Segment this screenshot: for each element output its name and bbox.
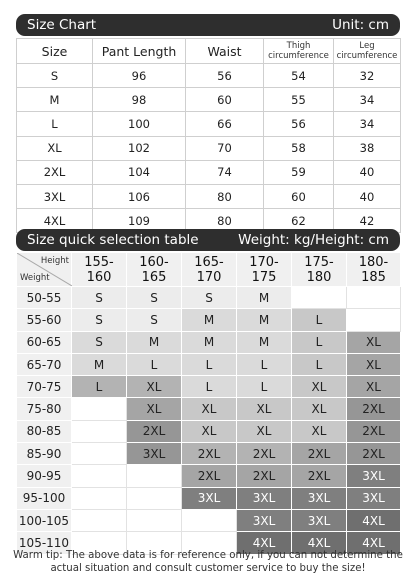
size-chart-header bbox=[16, 14, 400, 36]
size-recommendation-cell bbox=[72, 420, 127, 442]
measurement-cell: 109 bbox=[93, 209, 186, 233]
size-recommendation-cell: 2XL bbox=[237, 465, 292, 487]
weight-label: 70-75 bbox=[17, 376, 72, 398]
size-recommendation-cell: XL bbox=[127, 398, 182, 420]
height-header: 180-185 bbox=[347, 253, 401, 287]
measurement-cell: 80 bbox=[186, 184, 264, 208]
height-header-row bbox=[17, 253, 401, 287]
column-header-pant-length: Pant Length bbox=[93, 39, 186, 64]
measurement-cell: 104 bbox=[93, 160, 186, 184]
weight-label: 95-100 bbox=[17, 487, 72, 509]
measurement-cell: 74 bbox=[186, 160, 264, 184]
size-recommendation-cell: 2XL bbox=[292, 465, 347, 487]
size-recommendation-cell: XL bbox=[127, 376, 182, 398]
measurement-cell: 106 bbox=[93, 184, 186, 208]
weight-label: 75-80 bbox=[17, 398, 72, 420]
size-recommendation-cell: S bbox=[182, 287, 237, 309]
size-label: 2XL bbox=[17, 160, 93, 184]
measurement-cell: 32 bbox=[334, 64, 401, 88]
size-recommendation-cell: 3XL bbox=[347, 487, 401, 509]
table-row bbox=[17, 309, 401, 331]
size-recommendation-cell: S bbox=[127, 287, 182, 309]
size-recommendation-cell: 2XL bbox=[237, 443, 292, 465]
height-header: 165-170 bbox=[182, 253, 237, 287]
size-recommendation-cell: M bbox=[72, 353, 127, 375]
size-recommendation-cell: 2XL bbox=[347, 420, 401, 442]
size-recommendation-cell: XL bbox=[347, 353, 401, 375]
column-header-waist: Waist bbox=[186, 39, 264, 64]
size-recommendation-cell: 3XL bbox=[127, 443, 182, 465]
table-row bbox=[17, 136, 401, 160]
table-row bbox=[17, 487, 401, 509]
size-recommendation-cell: M bbox=[182, 309, 237, 331]
table-row bbox=[17, 184, 401, 208]
size-label: M bbox=[17, 88, 93, 112]
size-label: 3XL bbox=[17, 184, 93, 208]
size-recommendation-cell bbox=[347, 309, 401, 331]
quick-table-header bbox=[16, 229, 400, 251]
weight-label: 80-85 bbox=[17, 420, 72, 442]
size-recommendation-cell: L bbox=[182, 353, 237, 375]
height-header: 175-180 bbox=[292, 253, 347, 287]
size-recommendation-cell: XL bbox=[347, 331, 401, 353]
table-row bbox=[17, 353, 401, 375]
size-recommendation-cell: XL bbox=[237, 420, 292, 442]
quick-table-title: Size quick selection table bbox=[27, 232, 199, 248]
size-recommendation-cell: 2XL bbox=[292, 443, 347, 465]
table-row bbox=[17, 160, 401, 184]
size-label: S bbox=[17, 64, 93, 88]
size-chart-table bbox=[16, 38, 401, 233]
size-recommendation-cell: 4XL bbox=[347, 532, 401, 554]
measurement-cell: 56 bbox=[264, 112, 334, 136]
size-recommendation-cell: L bbox=[292, 309, 347, 331]
measurement-cell: 96 bbox=[93, 64, 186, 88]
measurement-cell: 38 bbox=[334, 136, 401, 160]
size-recommendation-cell: XL bbox=[292, 420, 347, 442]
size-recommendation-cell bbox=[72, 398, 127, 420]
size-recommendation-cell: 2XL bbox=[347, 443, 401, 465]
measurement-cell: 66 bbox=[186, 112, 264, 136]
size-recommendation-cell: L bbox=[72, 376, 127, 398]
size-recommendation-cell: 2XL bbox=[127, 420, 182, 442]
measurement-cell: 54 bbox=[264, 64, 334, 88]
measurement-cell: 100 bbox=[93, 112, 186, 136]
size-recommendation-cell: M bbox=[237, 287, 292, 309]
size-recommendation-cell bbox=[292, 287, 347, 309]
size-recommendation-cell: 3XL bbox=[182, 487, 237, 509]
corner-cell bbox=[17, 253, 72, 287]
table-row bbox=[17, 88, 401, 112]
size-recommendation-cell bbox=[72, 487, 127, 509]
corner-height-label: Height bbox=[40, 256, 69, 266]
size-recommendation-cell: 3XL bbox=[347, 465, 401, 487]
table-row bbox=[17, 420, 401, 442]
size-recommendation-cell: M bbox=[182, 331, 237, 353]
table-row bbox=[17, 376, 401, 398]
size-recommendation-cell: 2XL bbox=[347, 398, 401, 420]
size-recommendation-cell: 4XL bbox=[292, 532, 347, 554]
size-recommendation-cell: S bbox=[72, 287, 127, 309]
table-row bbox=[17, 443, 401, 465]
table-row bbox=[17, 509, 401, 531]
weight-label: 105-110 bbox=[17, 532, 72, 554]
size-recommendation-cell: L bbox=[237, 353, 292, 375]
measurement-cell: 56 bbox=[186, 64, 264, 88]
size-recommendation-cell bbox=[72, 443, 127, 465]
height-header: 160-165 bbox=[127, 253, 182, 287]
table-row bbox=[17, 331, 401, 353]
measurement-cell: 98 bbox=[93, 88, 186, 112]
measurement-cell: 58 bbox=[264, 136, 334, 160]
size-recommendation-cell: 2XL bbox=[182, 465, 237, 487]
measurement-cell: 40 bbox=[334, 160, 401, 184]
table-row bbox=[17, 64, 401, 88]
corner-weight-label: Weight bbox=[20, 273, 50, 283]
size-recommendation-cell: 3XL bbox=[237, 509, 292, 531]
quick-selection-table bbox=[16, 252, 401, 555]
size-recommendation-cell bbox=[127, 509, 182, 531]
size-recommendation-cell: 2XL bbox=[182, 443, 237, 465]
size-recommendation-cell: L bbox=[292, 331, 347, 353]
quick-table-unit: Weight: kg/Height: cm bbox=[238, 232, 389, 248]
size-recommendation-cell bbox=[72, 509, 127, 531]
size-recommendation-cell: M bbox=[127, 331, 182, 353]
size-recommendation-cell: L bbox=[292, 353, 347, 375]
measurement-cell: 60 bbox=[186, 88, 264, 112]
size-label: L bbox=[17, 112, 93, 136]
measurement-cell: 34 bbox=[334, 112, 401, 136]
size-recommendation-cell: XL bbox=[237, 398, 292, 420]
measurement-cell: 102 bbox=[93, 136, 186, 160]
size-recommendation-cell: 3XL bbox=[292, 509, 347, 531]
size-chart-header-row bbox=[17, 39, 401, 64]
size-label: XL bbox=[17, 136, 93, 160]
weight-label: 85-90 bbox=[17, 443, 72, 465]
table-row bbox=[17, 112, 401, 136]
size-recommendation-cell: S bbox=[72, 309, 127, 331]
table-row bbox=[17, 465, 401, 487]
weight-label: 65-70 bbox=[17, 353, 72, 375]
weight-label: 100-105 bbox=[17, 509, 72, 531]
size-recommendation-cell bbox=[127, 487, 182, 509]
size-recommendation-cell: L bbox=[237, 376, 292, 398]
weight-label: 55-60 bbox=[17, 309, 72, 331]
size-recommendation-cell: XL bbox=[292, 376, 347, 398]
measurement-cell: 55 bbox=[264, 88, 334, 112]
size-recommendation-cell: S bbox=[127, 309, 182, 331]
column-header-thigh: Thigh circumference bbox=[264, 39, 334, 64]
size-recommendation-cell: 3XL bbox=[237, 487, 292, 509]
size-recommendation-cell: M bbox=[237, 309, 292, 331]
height-header: 170-175 bbox=[237, 253, 292, 287]
size-recommendation-cell: 4XL bbox=[237, 532, 292, 554]
measurement-cell: 62 bbox=[264, 209, 334, 233]
size-recommendation-cell: XL bbox=[182, 398, 237, 420]
measurement-cell: 60 bbox=[264, 184, 334, 208]
weight-label: 50-55 bbox=[17, 287, 72, 309]
size-recommendation-cell: M bbox=[237, 331, 292, 353]
size-recommendation-cell: 3XL bbox=[292, 487, 347, 509]
size-recommendation-cell: XL bbox=[182, 420, 237, 442]
size-recommendation-cell: S bbox=[72, 331, 127, 353]
table-row bbox=[17, 287, 401, 309]
size-recommendation-cell: 4XL bbox=[347, 509, 401, 531]
size-recommendation-cell: XL bbox=[292, 398, 347, 420]
measurement-cell: 70 bbox=[186, 136, 264, 160]
table-row bbox=[17, 398, 401, 420]
size-recommendation-cell: L bbox=[182, 376, 237, 398]
size-recommendation-cell bbox=[182, 509, 237, 531]
size-recommendation-cell bbox=[72, 465, 127, 487]
size-recommendation-cell: XL bbox=[347, 376, 401, 398]
size-chart-unit: Unit: cm bbox=[332, 17, 389, 33]
measurement-cell: 34 bbox=[334, 88, 401, 112]
column-header-leg: Leg circumference bbox=[334, 39, 401, 64]
measurement-cell: 40 bbox=[334, 184, 401, 208]
warm-tip: Warm tip: The above data is for reference only, if you can not determine the actual situation and consult customer service to buy the size! bbox=[13, 550, 403, 574]
size-recommendation-cell bbox=[347, 287, 401, 309]
weight-label: 60-65 bbox=[17, 331, 72, 353]
size-recommendation-cell: L bbox=[127, 353, 182, 375]
size-chart-title: Size Chart bbox=[27, 17, 97, 33]
measurement-cell: 42 bbox=[334, 209, 401, 233]
measurement-cell: 59 bbox=[264, 160, 334, 184]
size-recommendation-cell bbox=[127, 465, 182, 487]
height-header: 155-160 bbox=[72, 253, 127, 287]
weight-label: 90-95 bbox=[17, 465, 72, 487]
measurement-cell: 80 bbox=[186, 209, 264, 233]
size-label: 4XL bbox=[17, 209, 93, 233]
column-header-size: Size bbox=[17, 39, 93, 64]
